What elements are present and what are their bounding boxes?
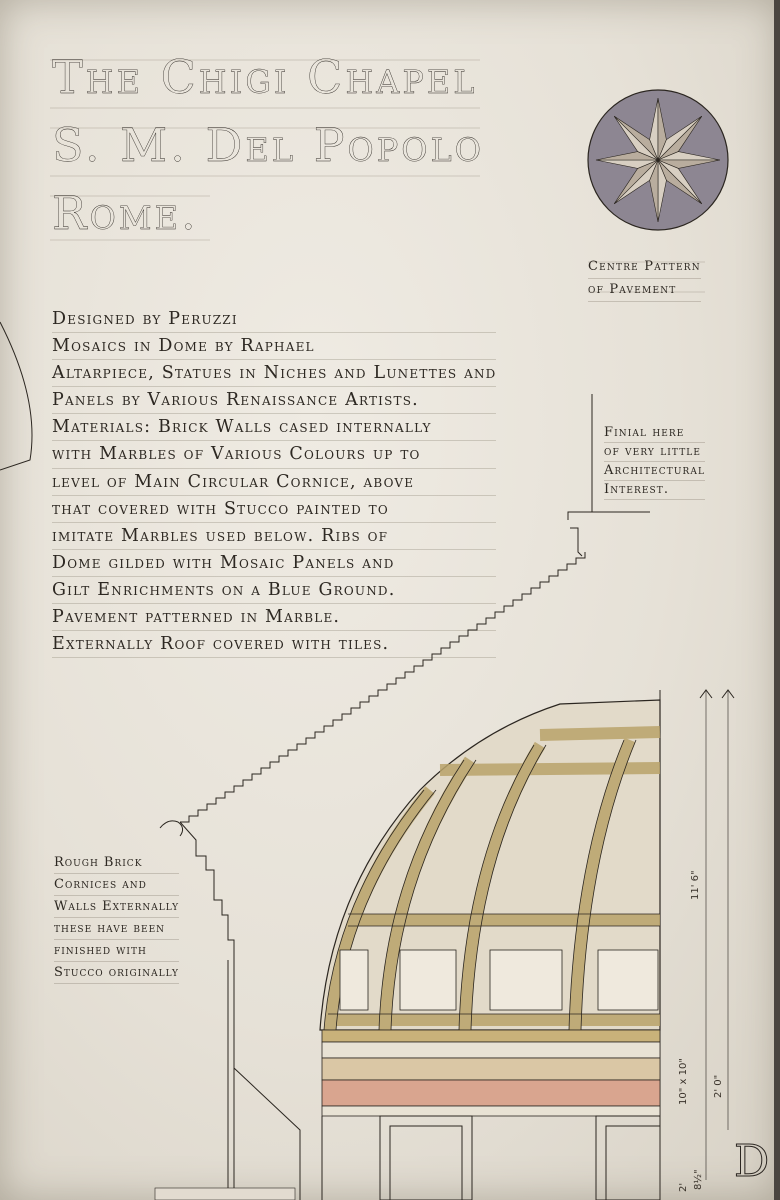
description-line: that covered with Stucco painted to xyxy=(52,496,496,523)
finial-note-line: Architectural xyxy=(604,462,705,481)
finial-note-line: Interest. xyxy=(604,481,705,500)
description-line: Designed by Peruzzi xyxy=(52,306,496,333)
centre-note-line: of Pavement xyxy=(588,279,701,302)
description-line: Altarpiece, Statues in Niches and Lunettes and xyxy=(52,360,496,387)
description-line: Materials: Brick Walls cased internally xyxy=(52,414,496,441)
description-line: Mosaics in Dome by Raphael xyxy=(52,333,496,360)
description-line: Gilt Enrichments on a Blue Ground. xyxy=(52,577,496,604)
dimension-label: 10" x 10" xyxy=(678,1058,689,1105)
rough-note-line: Stucco originally xyxy=(54,962,179,984)
rough-note-line: Cornices and xyxy=(54,874,179,896)
dome-elevation xyxy=(155,700,660,1200)
rough-note-line: these have been xyxy=(54,918,179,940)
rough-note-line: Rough Brick xyxy=(54,852,179,874)
dimension-label: 2' xyxy=(678,1182,689,1192)
dimension-label: 11' 6" xyxy=(690,870,701,900)
description-line: Dome gilded with Mosaic Panels and xyxy=(52,550,496,577)
description-line: level of Main Circular Cornice, above xyxy=(52,469,496,496)
dimension-label: 2' 0" xyxy=(713,1074,724,1098)
finial-note-line: of very little xyxy=(604,443,705,462)
description-line: imitate Marbles used below. Ribs of xyxy=(52,523,496,550)
title-line-2: S. M. Del Popolo xyxy=(52,118,485,172)
dimension-label: 8½" xyxy=(693,1169,704,1190)
description-line: Pavement patterned in Marble. xyxy=(52,604,496,631)
rough-note-line: Walls Externally xyxy=(54,896,179,918)
finial-note-line: Finial here xyxy=(604,424,705,443)
sheet-letter: D xyxy=(734,1136,770,1187)
description-line: Externally Roof covered with tiles. xyxy=(52,631,496,658)
description-line: Panels by Various Renaissance Artists. xyxy=(52,387,496,414)
rough-note-line: finished with xyxy=(54,940,179,962)
title-line-3: Rome. xyxy=(52,186,199,240)
centre-note-line: Centre Pattern xyxy=(588,256,701,279)
title-line-1: The Chigi Chapel xyxy=(52,50,478,104)
description-line: with Marbles of Various Colours up to xyxy=(52,441,496,468)
